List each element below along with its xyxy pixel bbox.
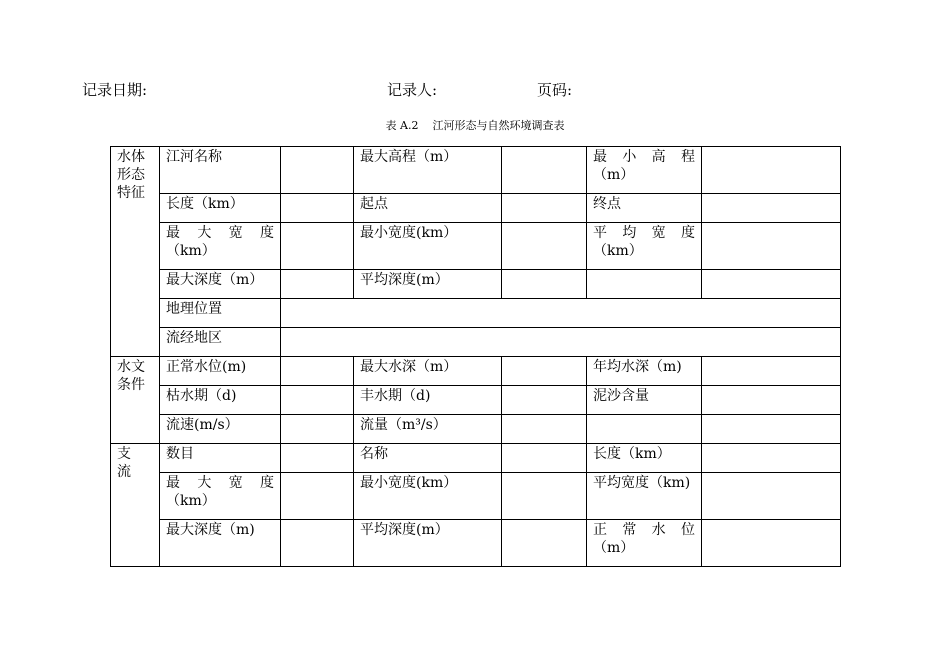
max-water-depth-label: 最大水深（m） [354, 357, 502, 386]
trib-min-width-label: 最小宽度(km） [354, 473, 502, 520]
trib-max-width-field[interactable] [281, 473, 354, 520]
sediment-label: 泥沙含量 [587, 386, 702, 415]
label-line: （km） [166, 493, 216, 509]
empty-cell[interactable] [587, 270, 702, 299]
wet-period-field[interactable] [502, 386, 587, 415]
section-label: 水体 [117, 149, 145, 165]
max-water-depth-field[interactable] [502, 357, 587, 386]
section-label: 特征 [117, 185, 145, 201]
river-name-field[interactable] [281, 147, 354, 194]
table-row [111, 299, 841, 328]
table-row [111, 444, 841, 473]
table-row [111, 270, 841, 299]
section-label: 形态 [117, 167, 145, 183]
name-label: 名称 [354, 444, 502, 473]
page-number-label: 页码: [537, 81, 573, 99]
record-date-label: 记录日期: [82, 81, 148, 99]
flow-speed-label: 流速(m/s） [160, 415, 281, 444]
max-elevation-field[interactable] [502, 147, 587, 194]
river-name-label: 江河名称 [160, 147, 281, 194]
label-line: 最 小 高 程 [593, 149, 695, 165]
trib-avg-width-field[interactable] [702, 473, 841, 520]
count-label: 数目 [160, 444, 281, 473]
trib-min-width-field[interactable] [502, 473, 587, 520]
count-field[interactable] [281, 444, 354, 473]
table-row [111, 386, 841, 415]
trib-length-field[interactable] [702, 444, 841, 473]
min-elevation-field[interactable] [702, 147, 841, 194]
label-line: 正 常 水 位 [593, 522, 695, 538]
annual-avg-depth-field[interactable] [702, 357, 841, 386]
location-field[interactable] [281, 299, 841, 328]
trib-avg-depth-label: 平均深度(m） [354, 520, 502, 567]
annual-avg-depth-label: 年均水深（m) [587, 357, 702, 386]
dry-period-label: 枯水期（d) [160, 386, 281, 415]
empty-cell[interactable] [702, 270, 841, 299]
end-point-field[interactable] [702, 194, 841, 223]
max-width-label [160, 223, 281, 270]
trib-max-depth-label: 最大深度（m) [160, 520, 281, 567]
trib-max-width-label [160, 473, 281, 520]
table-row [111, 147, 841, 194]
table-row [111, 473, 841, 520]
section-morphology [111, 147, 160, 357]
trib-length-label: 长度（km） [587, 444, 702, 473]
label-line: （km） [166, 243, 216, 259]
label-line: （m） [593, 167, 635, 183]
section-label: 条件 [117, 377, 145, 393]
avg-depth-field[interactable] [502, 270, 587, 299]
avg-depth-label: 平均深度(m） [354, 270, 502, 299]
normal-level-label: 正常水位(m) [160, 357, 281, 386]
section-hydrology [111, 357, 160, 444]
flow-area-field[interactable] [281, 328, 841, 357]
table-row [111, 223, 841, 270]
min-width-field[interactable] [502, 223, 587, 270]
empty-cell[interactable] [702, 415, 841, 444]
label-line: 最 大 宽 度 [166, 475, 274, 491]
location-label: 地理位置 [160, 299, 281, 328]
dry-period-field[interactable] [281, 386, 354, 415]
normal-level-field[interactable] [281, 357, 354, 386]
name-field[interactable] [502, 444, 587, 473]
label-line: （m） [593, 540, 635, 556]
label-line: 最 大 宽 度 [166, 225, 274, 241]
start-point-field[interactable] [502, 194, 587, 223]
trib-normal-level-label [587, 520, 702, 567]
trib-avg-depth-field[interactable] [502, 520, 587, 567]
river-survey-table [110, 146, 841, 567]
avg-width-field[interactable] [702, 223, 841, 270]
table-row [111, 357, 841, 386]
label-line: （km） [593, 243, 643, 259]
trib-avg-width-label: 平均宽度（km) [587, 473, 702, 520]
sediment-field[interactable] [702, 386, 841, 415]
table-row [111, 415, 841, 444]
flow-area-label: 流经地区 [160, 328, 281, 357]
min-width-label: 最小宽度(km） [354, 223, 502, 270]
wet-period-label: 丰水期（d) [354, 386, 502, 415]
start-point-label: 起点 [354, 194, 502, 223]
trib-normal-level-field[interactable] [702, 520, 841, 567]
max-width-field[interactable] [281, 223, 354, 270]
section-tributary [111, 444, 160, 567]
max-depth-field[interactable] [281, 270, 354, 299]
section-label: 支 [117, 446, 131, 462]
max-elevation-label: 最大高程（m） [354, 147, 502, 194]
length-label: 长度（km） [160, 194, 281, 223]
label-line: 平 均 宽 度 [593, 225, 695, 241]
avg-width-label [587, 223, 702, 270]
empty-cell[interactable] [587, 415, 702, 444]
table-row [111, 520, 841, 567]
section-label: 流 [117, 464, 131, 480]
min-elevation-label [587, 147, 702, 194]
max-depth-label: 最大深度（m） [160, 270, 281, 299]
trib-max-depth-field[interactable] [281, 520, 354, 567]
table-row [111, 194, 841, 223]
length-field[interactable] [281, 194, 354, 223]
discharge-field[interactable] [502, 415, 587, 444]
table-row [111, 328, 841, 357]
recorder-label: 记录人: [387, 81, 438, 99]
flow-speed-field[interactable] [281, 415, 354, 444]
discharge-label: 流量（m³/s） [354, 415, 502, 444]
table-caption: 表 A.2 江河形态与自然环境调查表 [385, 119, 565, 132]
end-point-label: 终点 [587, 194, 702, 223]
section-label: 水文 [117, 359, 145, 375]
